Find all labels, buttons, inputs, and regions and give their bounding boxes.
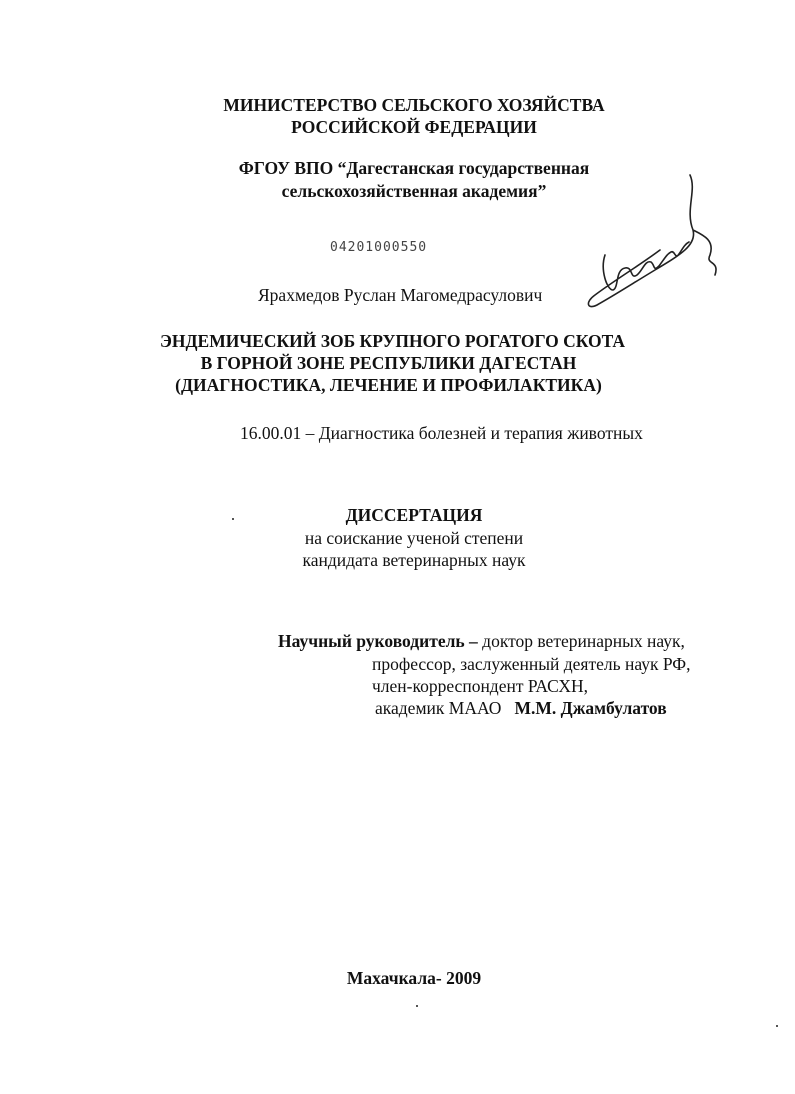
institution-line-2: сельскохозяйственная академия”	[281, 181, 547, 201]
registration-number: 04201000550	[330, 240, 428, 255]
scan-speck	[416, 1005, 418, 1007]
city-year: Махачкала- 2009	[346, 968, 482, 988]
advisor-line-3: член-корреспондент РАСХН,	[372, 676, 588, 696]
ministry-line-2: РОССИЙСКОЙ ФЕДЕРАЦИИ	[291, 117, 537, 137]
specialty: 16.00.01 – Диагностика болезней и терапия животных	[240, 423, 643, 443]
title-line-3: (ДИАГНОСТИКА, ЛЕЧЕНИЕ И ПРОФИЛАКТИКА)	[175, 375, 602, 395]
ministry-line-1: МИНИСТЕРСТВО СЕЛЬСКОГО ХОЗЯЙСТВА	[223, 95, 605, 115]
advisor-line-1	[278, 630, 685, 652]
work-type-line-1: на соискание ученой степени	[304, 528, 524, 548]
scan-speck	[776, 1025, 778, 1027]
advisor-line-4	[375, 697, 667, 719]
work-type-line-2: кандидата ветеринарных наук	[302, 550, 526, 570]
advisor-name: М.М. Джамбулатов	[514, 698, 667, 718]
work-type-heading: ДИССЕРТАЦИЯ	[345, 505, 483, 525]
title-line-1: ЭНДЕМИЧЕСКИЙ ЗОБ КРУПНОГО РОГАТОГО СКОТА	[160, 331, 626, 351]
advisor-academy: академик МААО	[375, 698, 502, 718]
author-name: Ярахмедов Руслан Магомедрасулович	[258, 285, 543, 305]
institution-line-1: ФГОУ ВПО “Дагестанская государственная	[238, 158, 590, 178]
title-line-2: В ГОРНОЙ ЗОНЕ РЕСПУБЛИКИ ДАГЕСТАН	[200, 353, 577, 373]
signature	[585, 170, 730, 320]
advisor-degree: доктор ветеринарных наук,	[482, 631, 685, 651]
advisor-label: Научный руководитель –	[278, 631, 478, 651]
advisor-line-2: профессор, заслуженный деятель наук РФ,	[372, 654, 691, 674]
